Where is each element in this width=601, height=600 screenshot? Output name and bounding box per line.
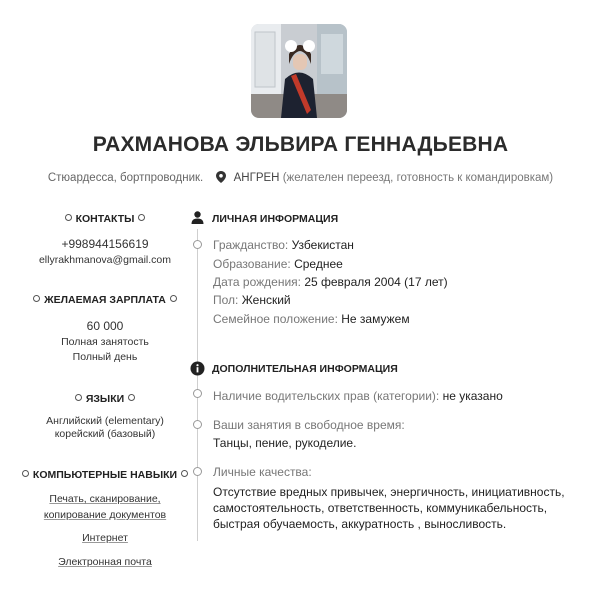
- info-row-education: Образование: Среднее: [213, 257, 343, 271]
- skill-item[interactable]: Печать, сканирование,: [49, 493, 161, 505]
- bullet-icon: [75, 394, 82, 401]
- phone-number[interactable]: +998944156619: [61, 237, 149, 251]
- desired-position: Стюардесса, бортпроводник.: [47, 172, 204, 184]
- email-address[interactable]: ellyrakhmanova@gmail.com: [38, 254, 172, 266]
- info-row-citizenship: Гражданство: Узбекистан: [213, 238, 354, 252]
- salary-heading: ЖЕЛАЕМАЯ ЗАРПЛАТА: [0, 294, 210, 306]
- language-item: Английский (elementary): [46, 415, 164, 427]
- hobbies-value: Танцы, пение, рукоделие.: [213, 436, 357, 450]
- timeline-node: [193, 240, 202, 249]
- location-pin-icon: [216, 171, 226, 183]
- info-row-gender: Пол: Женский: [213, 293, 291, 307]
- info-row-marital-status: Семейное положение: Не замужем: [213, 312, 410, 326]
- bullet-icon: [128, 394, 135, 401]
- qualities-line: быстрая обучаемость, аккуратность , выносливость.: [213, 517, 507, 531]
- position-location-line: [0, 171, 601, 184]
- info-row-birthdate: Дата рождения: 25 февраля 2004 (17 лет): [213, 275, 448, 289]
- salary-amount: 60 000: [86, 319, 124, 333]
- bullet-icon: [181, 470, 188, 477]
- bullet-icon: [22, 470, 29, 477]
- qualities-label: Личные качества:: [213, 465, 312, 479]
- employment-type: Полная занятость: [61, 336, 149, 348]
- info-row-driving-license: Наличие водительских прав (категории): не указано: [213, 389, 503, 403]
- personal-info-heading: ЛИЧНАЯ ИНФОРМАЦИЯ: [212, 213, 339, 225]
- skill-item[interactable]: Электронная почта: [58, 556, 152, 568]
- language-item: корейский (базовый): [54, 428, 156, 440]
- bullet-icon: [65, 214, 72, 221]
- bullet-icon: [138, 214, 145, 221]
- info-icon: [190, 361, 205, 376]
- bullet-icon: [33, 295, 40, 302]
- additional-info-heading: ДОПОЛНИТЕЛЬНАЯ ИНФОРМАЦИЯ: [212, 363, 398, 375]
- skill-item[interactable]: копирование документов: [43, 509, 167, 521]
- timeline-node: [193, 420, 202, 429]
- relocation-note: (желателен переезд, готовность к командировкам): [282, 172, 554, 184]
- profile-photo: [251, 24, 347, 118]
- timeline-line: [197, 229, 198, 541]
- work-schedule: Полный день: [72, 351, 138, 363]
- city: АНГРЕН: [233, 172, 280, 184]
- bullet-icon: [170, 295, 177, 302]
- hobbies-label: Ваши занятия в свободное время:: [213, 418, 405, 432]
- languages-heading: ЯЗЫКИ: [0, 393, 210, 405]
- user-icon: [190, 210, 205, 225]
- qualities-line: Отсутствие вредных привычек, энергичность, инициативность,: [213, 485, 565, 499]
- timeline-node: [193, 389, 202, 398]
- contacts-heading: КОНТАКТЫ: [0, 213, 210, 225]
- computer-skills-heading: КОМПЬЮТЕРНЫЕ НАВЫКИ: [0, 469, 210, 481]
- candidate-name: РАХМАНОВА ЭЛЬВИРА ГЕННАДЬЕВНА: [92, 133, 509, 156]
- skill-item[interactable]: Интернет: [82, 532, 128, 544]
- qualities-line: самостоятельность, ответственность, коммуникабельность,: [213, 501, 548, 515]
- timeline-node: [193, 467, 202, 476]
